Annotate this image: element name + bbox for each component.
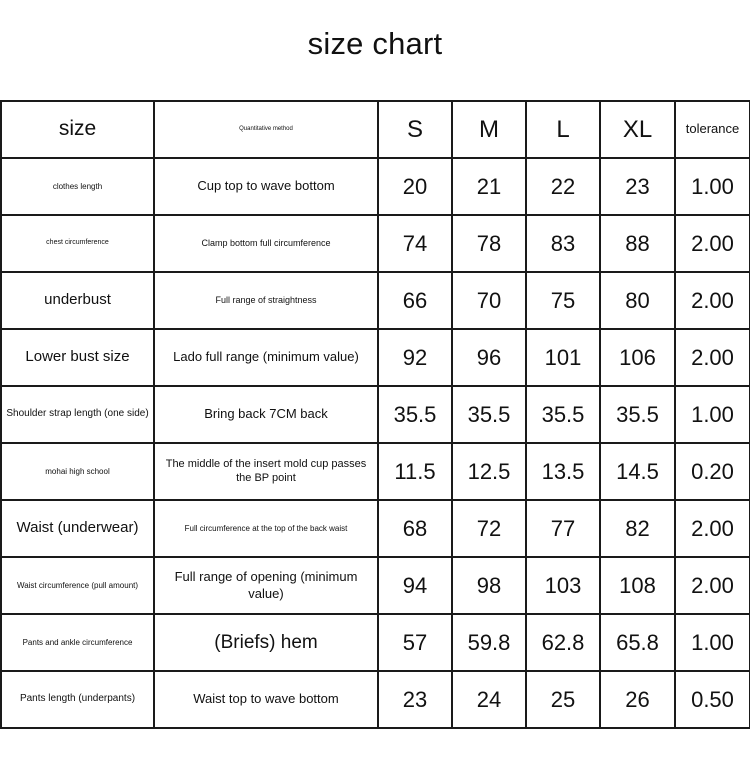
row-method: Full range of straightness: [154, 272, 378, 329]
value-s: 11.5: [378, 443, 452, 500]
row-method: Clamp bottom full circumference: [154, 215, 378, 272]
row-name: Lower bust size: [1, 329, 154, 386]
value-s: 74: [378, 215, 452, 272]
value-xl: 82: [600, 500, 675, 557]
value-xl: 108: [600, 557, 675, 614]
header-size: size: [1, 101, 154, 158]
value-xl: 88: [600, 215, 675, 272]
value-l: 101: [526, 329, 600, 386]
value-s: 94: [378, 557, 452, 614]
header-size-l: L: [526, 101, 600, 158]
header-size-s: S: [378, 101, 452, 158]
value-l: 83: [526, 215, 600, 272]
value-l: 22: [526, 158, 600, 215]
row-name: Waist circumference (pull amount): [1, 557, 154, 614]
value-tolerance: 2.00: [675, 272, 750, 329]
row-name: underbust: [1, 272, 154, 329]
value-s: 23: [378, 671, 452, 728]
value-m: 21: [452, 158, 526, 215]
row-method: Bring back 7CM back: [154, 386, 378, 443]
row-name: mohai high school: [1, 443, 154, 500]
value-l: 62.8: [526, 614, 600, 671]
header-tolerance: tolerance: [675, 101, 750, 158]
value-l: 103: [526, 557, 600, 614]
row-name: Shoulder strap length (one side): [1, 386, 154, 443]
value-tolerance: 2.00: [675, 557, 750, 614]
value-tolerance: 2.00: [675, 500, 750, 557]
row-method: Cup top to wave bottom: [154, 158, 378, 215]
value-s: 66: [378, 272, 452, 329]
value-xl: 23: [600, 158, 675, 215]
table-row: [1, 329, 750, 386]
row-name: chest circumference: [1, 215, 154, 272]
value-m: 78: [452, 215, 526, 272]
value-m: 98: [452, 557, 526, 614]
table-row: [1, 272, 750, 329]
table-row: [1, 671, 750, 728]
value-m: 35.5: [452, 386, 526, 443]
table-row: [1, 386, 750, 443]
value-m: 72: [452, 500, 526, 557]
table-row: [1, 215, 750, 272]
row-method: The middle of the insert mold cup passes the BP point: [154, 443, 378, 500]
header-row: [1, 101, 750, 158]
size-chart-table: [0, 100, 750, 729]
value-s: 57: [378, 614, 452, 671]
value-xl: 65.8: [600, 614, 675, 671]
table-row: [1, 443, 750, 500]
value-xl: 106: [600, 329, 675, 386]
header-size-m: M: [452, 101, 526, 158]
row-name: Pants and ankle circumference: [1, 614, 154, 671]
value-l: 77: [526, 500, 600, 557]
row-method: Full circumference at the top of the back waist: [154, 500, 378, 557]
header-method: Quantitative method: [154, 101, 378, 158]
value-tolerance: 1.00: [675, 158, 750, 215]
value-s: 35.5: [378, 386, 452, 443]
value-xl: 26: [600, 671, 675, 728]
value-tolerance: 2.00: [675, 215, 750, 272]
value-m: 12.5: [452, 443, 526, 500]
value-m: 70: [452, 272, 526, 329]
value-l: 13.5: [526, 443, 600, 500]
row-method: Full range of opening (minimum value): [154, 557, 378, 614]
value-s: 20: [378, 158, 452, 215]
value-tolerance: 0.20: [675, 443, 750, 500]
value-tolerance: 0.50: [675, 671, 750, 728]
value-tolerance: 1.00: [675, 614, 750, 671]
value-s: 92: [378, 329, 452, 386]
row-name: clothes length: [1, 158, 154, 215]
value-s: 68: [378, 500, 452, 557]
table-row: [1, 158, 750, 215]
value-m: 96: [452, 329, 526, 386]
value-tolerance: 2.00: [675, 329, 750, 386]
value-l: 35.5: [526, 386, 600, 443]
value-m: 59.8: [452, 614, 526, 671]
table-row: [1, 557, 750, 614]
value-m: 24: [452, 671, 526, 728]
page-title: size chart: [307, 26, 443, 61]
row-name: Pants length (underpants): [1, 671, 154, 728]
table-row: [1, 500, 750, 557]
row-name: Waist (underwear): [1, 500, 154, 557]
table-row: [1, 614, 750, 671]
header-size-xl: XL: [600, 101, 675, 158]
row-method: Lado full range (minimum value): [154, 329, 378, 386]
value-l: 25: [526, 671, 600, 728]
value-xl: 35.5: [600, 386, 675, 443]
value-xl: 80: [600, 272, 675, 329]
row-method: Waist top to wave bottom: [154, 671, 378, 728]
row-method: (Briefs) hem: [154, 614, 378, 671]
value-xl: 14.5: [600, 443, 675, 500]
value-tolerance: 1.00: [675, 386, 750, 443]
value-l: 75: [526, 272, 600, 329]
